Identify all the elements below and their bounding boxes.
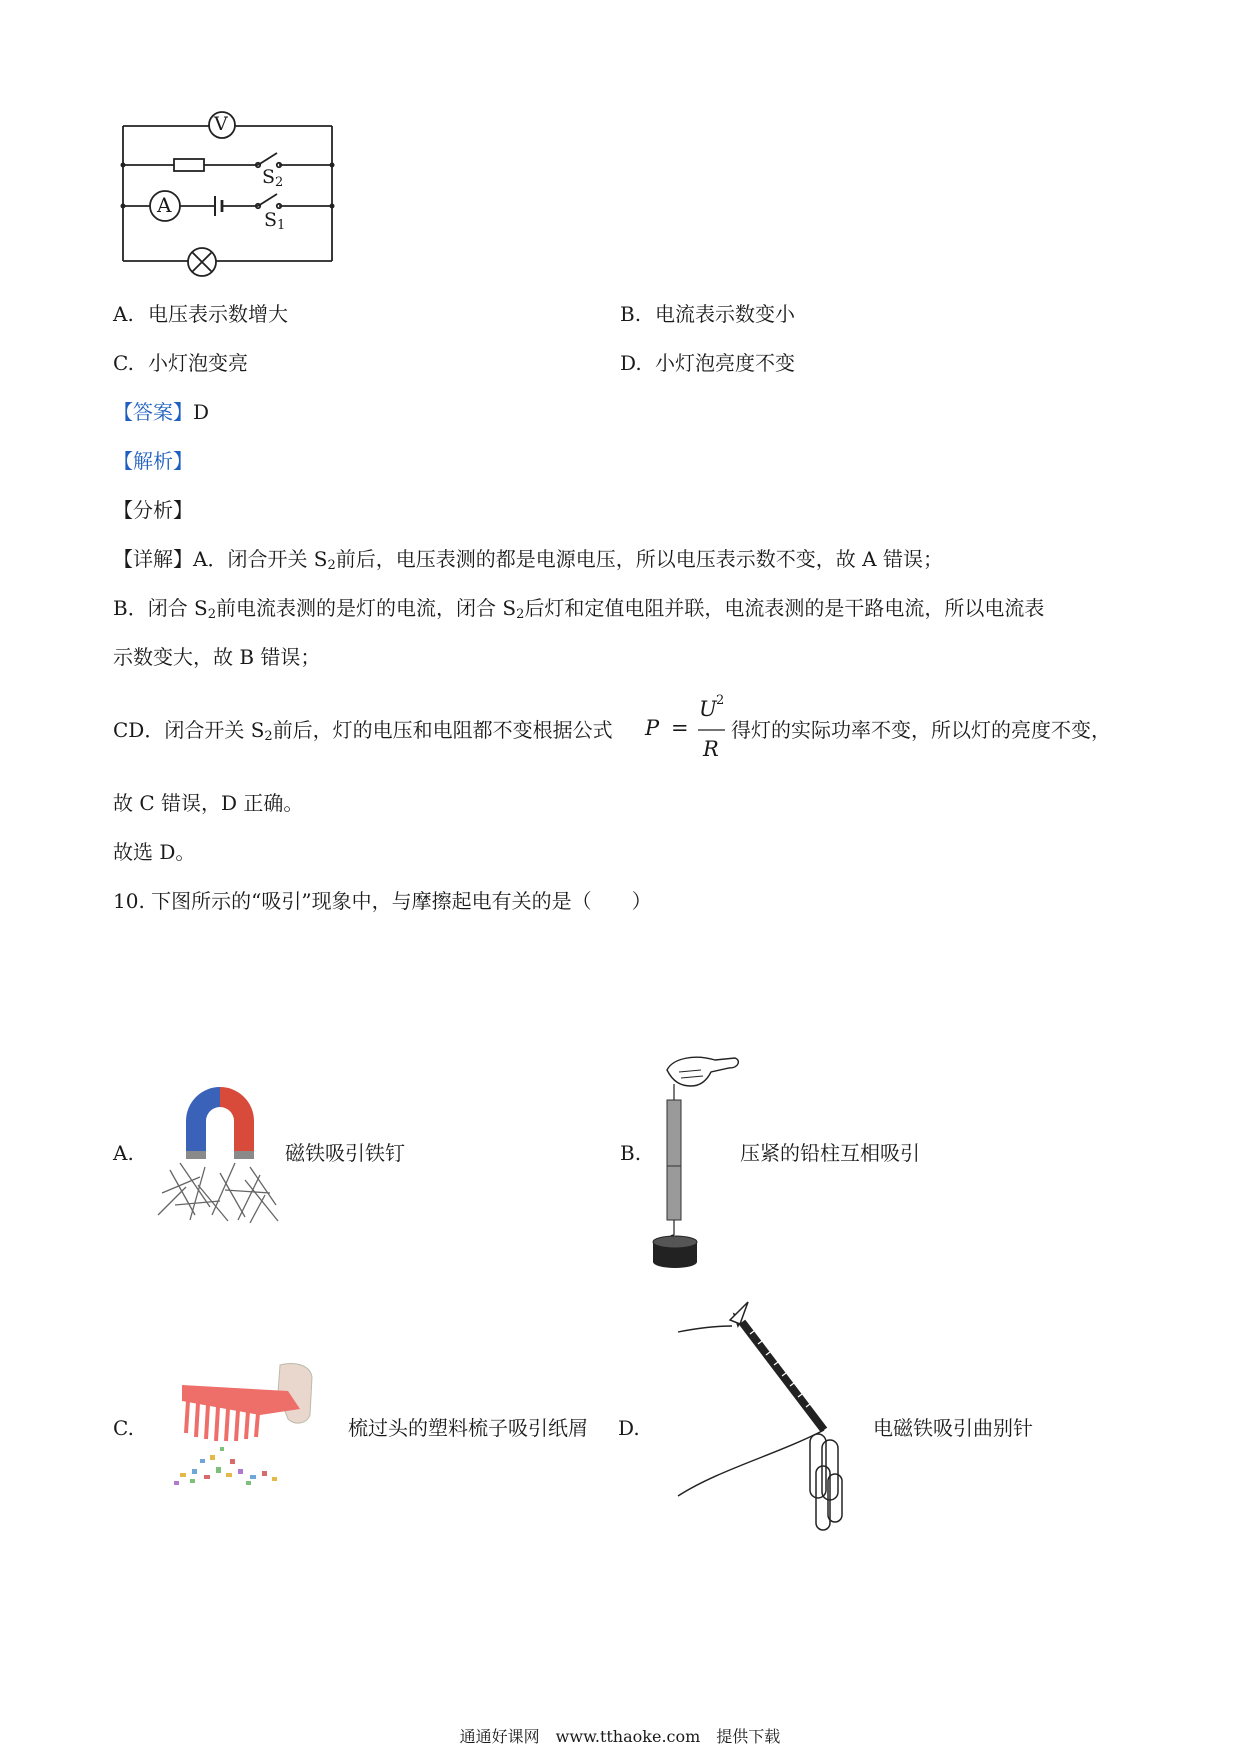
detail-line-6: 故选 D。: [113, 840, 196, 864]
answer-value: D: [193, 400, 210, 424]
q10-option-b-text: 压紧的铅柱互相吸引: [740, 1141, 920, 1165]
q9-option-b-text: 电流表示数变小: [655, 302, 795, 326]
formula-eq: =: [671, 716, 689, 740]
fraction-bar: [698, 729, 728, 733]
electromagnet-clips-image: [678, 1290, 878, 1560]
analysis-tag: 【解析】: [113, 449, 193, 473]
q10-option-a-letter: A.: [113, 1141, 134, 1165]
page-footer: 通通好课网 www.tthaoke.com 提供下载: [459, 1727, 781, 1746]
detail-line-4-start: CD．闭合开关 $S_2$前后，灯的电压和电阻都不变根据公式: [113, 718, 613, 744]
q10-stem: 10. 下图所示的“吸引”现象中，与摩擦起电有关的是（ ）: [113, 889, 652, 913]
q10-option-b-letter: B.: [620, 1141, 642, 1165]
fenxi-tag: 【分析】: [113, 498, 193, 522]
detail-line-1: 【详解】A．闭合开关 $S_2$前后，电压表测的都是电源电压，所以电压表示数不变，故 A 错误；: [113, 547, 943, 573]
q10-option-d-text: 电磁铁吸引曲别针: [873, 1416, 1033, 1440]
q10-option-c-letter: C.: [113, 1416, 134, 1440]
answer-tag: 【答案】: [113, 400, 193, 424]
formula-exponent: 2: [716, 693, 725, 708]
q9-option-b-letter: B.: [620, 302, 642, 326]
switch-s2-label: $S_2$: [262, 166, 284, 190]
detail-line-2: B．闭合 $S_2$前电流表测的是灯的电流，闭合 $S_2$后灯和定值电阻并联，电流表测的是干路电流，所以电流表: [113, 596, 1045, 622]
detail-line-5: 故 C 错误，D 正确。: [113, 791, 304, 815]
q10-option-a-text: 磁铁吸引铁钉: [285, 1141, 405, 1165]
voltmeter-label: V: [214, 113, 228, 135]
q9-option-c-text: 小灯泡变亮: [148, 351, 248, 375]
magnet-nails-image: [150, 1075, 290, 1225]
q10-option-d-letter: D.: [618, 1416, 640, 1440]
q9-option-a-letter: A.: [113, 302, 134, 326]
formula-numerator: U: [699, 697, 717, 721]
formula-p: P: [645, 716, 660, 740]
q10-option-c-text: 梳过头的塑料梳子吸引纸屑: [348, 1416, 588, 1440]
answer-line: [113, 398, 209, 426]
detail-line-3: 示数变大，故 B 错误；: [113, 645, 321, 669]
q9-option-c-letter: C.: [113, 351, 134, 375]
switch-s1-label: $S_1$: [264, 209, 286, 233]
comb-paper-image: [160, 1355, 340, 1495]
q9-option-a-text: 电压表示数增大: [148, 302, 288, 326]
q9-option-d-text: 小灯泡亮度不变: [655, 351, 795, 375]
detail-line-4-end: 得灯的实际功率不变，所以灯的亮度不变，: [731, 718, 1111, 742]
circuit-svg: [0, 0, 1240, 300]
q9-option-d-letter: D.: [620, 351, 642, 375]
formula-denominator: R: [703, 737, 719, 761]
lead-cylinders-image: [645, 1030, 755, 1270]
ammeter-label: A: [157, 193, 172, 217]
